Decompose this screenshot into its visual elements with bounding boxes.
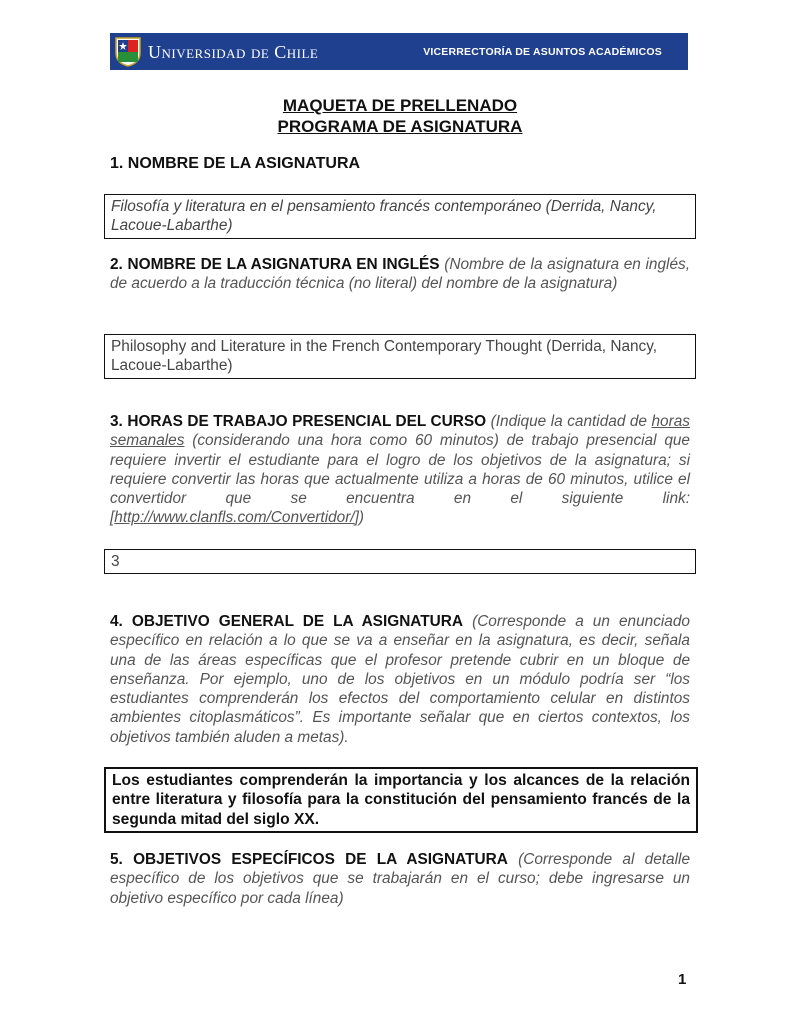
section5-heading: 5. OBJETIVOS ESPECÍFICOS DE LA ASIGNATURA [110, 851, 508, 868]
university-crest-icon [114, 36, 142, 67]
document-title-line1: MAQUETA DE PRELLENADO [282, 96, 518, 115]
section3-description-underlined: horas semanales [110, 413, 690, 450]
section5-paragraph [110, 850, 690, 908]
section4-description: (Corresponde a un enunciado específico en relación a lo que se va a enseñar en la asignatura, es decir, señala una de las áreas específicas que el profesor pretende cubrir en un bloque de enseñanza. Por ejemplo, uno de los objetivos en un módulo podría ser “los estudiantes comprenderán los efectos del comportamiento celular en distintos ambientes citoplasmáticos”. Es importante señalar que en ciertos contextos, los objetivos también aluden a metas). [110, 613, 690, 746]
section3-heading: 3. HORAS DE TRABAJO PRESENCIAL DEL CURSO [110, 413, 487, 430]
section3-answer-box [104, 549, 696, 574]
section2-heading: 2. NOMBRE DE LA ASIGNATURA EN INGLÉS [110, 256, 440, 273]
section4-answer-box [104, 767, 698, 833]
section3-paragraph [110, 412, 690, 528]
section3-description-a: (Indique la cantidad de [486, 413, 652, 430]
office-name: VICERRECTORÍA DE ASUNTOS ACADÉMICOS [423, 46, 662, 58]
section1-answer: Filosofía y literatura en el pensamiento francés contemporáneo (Derrida, Nancy, Lacoue-Labarthe) [111, 198, 657, 235]
section1-heading: 1. NOMBRE DE LA ASIGNATURA [110, 155, 361, 172]
section4-paragraph [110, 612, 690, 747]
section2-description: (Nombre de la asignatura en inglés, de acuerdo a la traducción técnica (no literal) del nombre de la asignatura) [110, 256, 690, 293]
section1-answer-box [104, 194, 696, 239]
document-title-line2: PROGRAMA DE ASIGNATURA [277, 117, 523, 136]
section4-answer: Los estudiantes comprenderán la importancia y los alcances de la relación entre literatura y filosofía para la constitución del pensamiento francés de la segunda mitad del siglo XX. [112, 772, 690, 828]
university-name: Universidad de Chile [148, 42, 319, 62]
section2-answer: Philosophy and Literature in the French Contemporary Thought (Derrida, Nancy, Lacoue-Labarthe) [111, 338, 658, 375]
section4-heading: 4. OBJETIVO GENERAL DE LA ASIGNATURA [110, 613, 464, 630]
section2-paragraph [110, 255, 690, 294]
section3-answer: 3 [111, 553, 120, 570]
section2-answer-box [104, 334, 696, 379]
section3-description-c: ]) [354, 509, 365, 527]
section3-description-b: (considerando una hora como 60 minutos) de trabajo presencial que requiere invertir el estudiante para el logro de los objetivos de la asignatura; si requiere convertir las horas que actualmente utiliza a horas de 60 minutos, utilice el convertidor que se encuentra en el siguiente link: [ [110, 432, 690, 527]
header-banner [110, 33, 688, 70]
page-number: 1 [678, 971, 687, 988]
converter-link[interactable]: http://www.clanfls.com/Convertidor/ [114, 509, 355, 527]
section5-description: (Corresponde al detalle específico de los objetivos que se trabajarán en el curso; debe ingresarse un objetivo específico por cada línea) [110, 851, 691, 907]
